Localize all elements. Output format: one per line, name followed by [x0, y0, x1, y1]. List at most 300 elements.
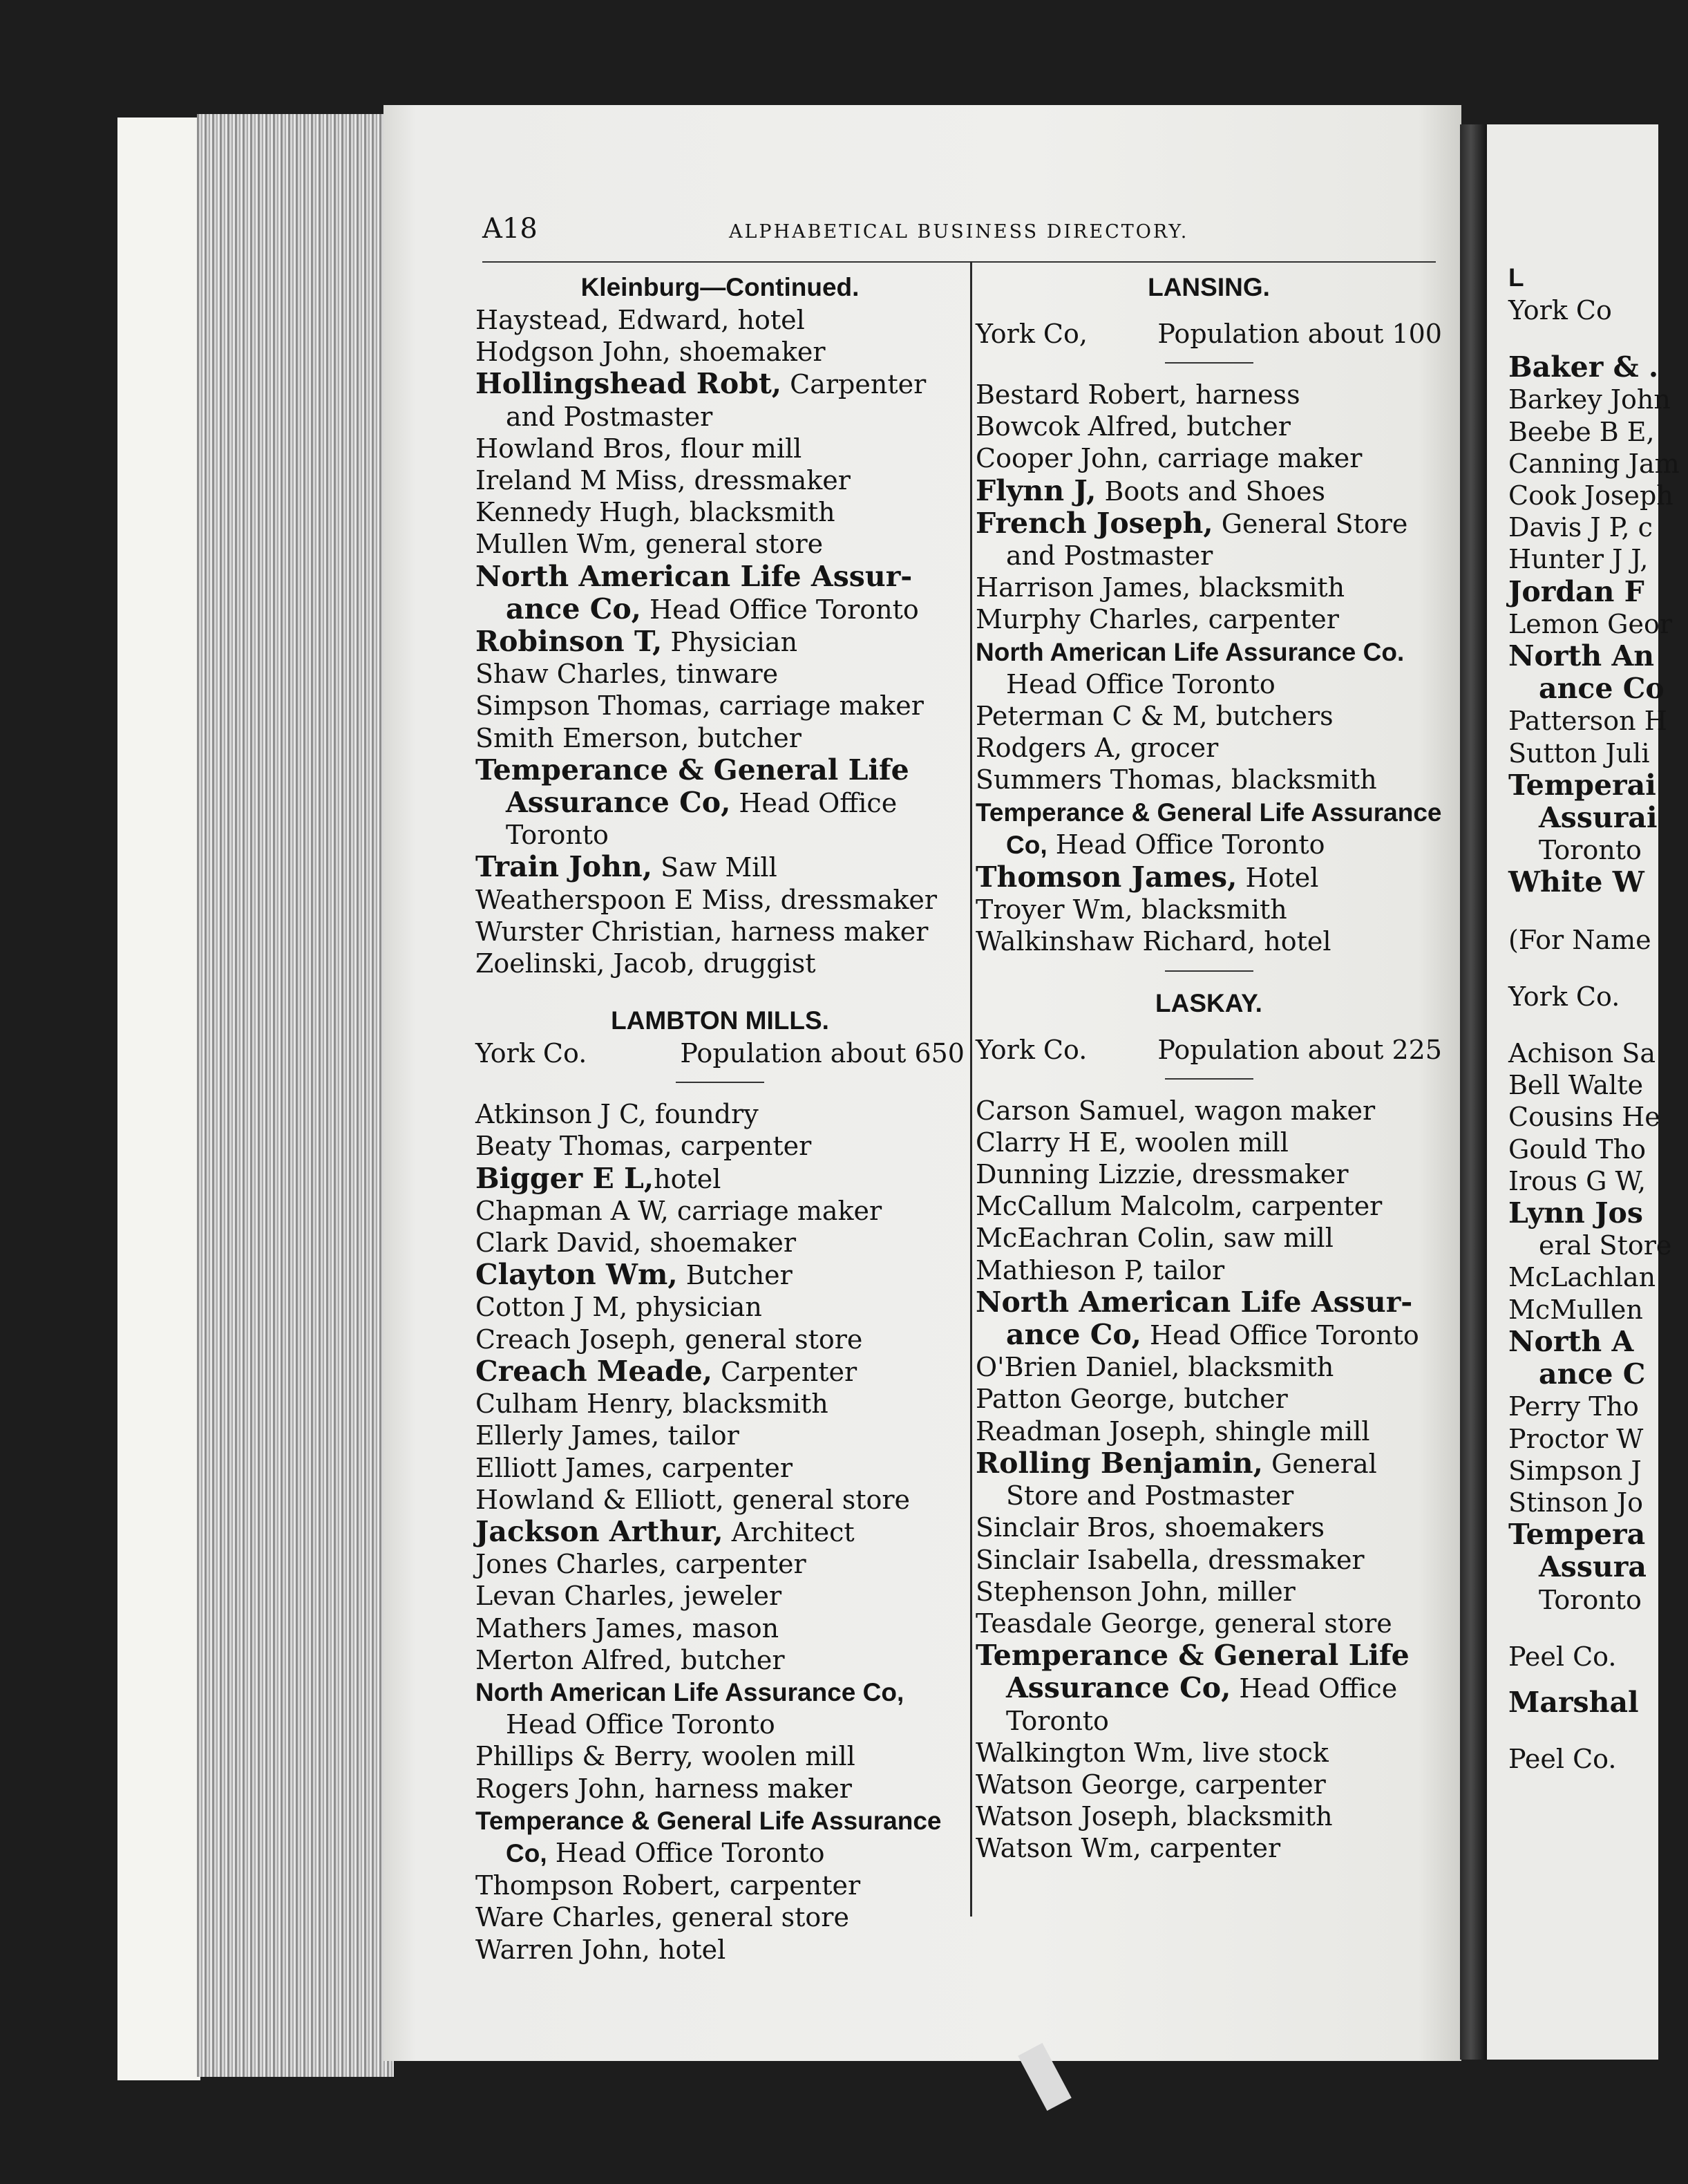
- directory-entry: [1508, 576, 1688, 608]
- entry-gothic-name: North American Life Assurance Co,: [475, 1677, 904, 1706]
- directory-entry: [475, 1837, 965, 1870]
- lansing-population: Population about 100: [1157, 319, 1442, 349]
- directory-entry: [976, 1383, 1442, 1415]
- entry-text: Head Office Toronto: [506, 1709, 775, 1740]
- directory-entry: [475, 1516, 965, 1548]
- facing-listing-1: [1508, 351, 1688, 898]
- directory-entry: [475, 496, 965, 528]
- directory-entry: [475, 1934, 965, 1966]
- entry-text: Readman Joseph, shingle mill: [976, 1415, 1370, 1447]
- directory-entry: [976, 1351, 1442, 1383]
- lansing-county: York Co,: [976, 319, 1088, 349]
- entry-bold-name: North An: [1508, 639, 1655, 673]
- entry-bold-name: Temperance & General Life: [475, 753, 909, 787]
- entry-text: Hotel: [1237, 863, 1319, 894]
- column-middle: [976, 271, 1442, 1865]
- entry-bold-name: Lynn Jos: [1508, 1196, 1643, 1230]
- directory-entry: [976, 603, 1442, 635]
- entry-text: Elliott James, carpenter: [475, 1452, 793, 1483]
- directory-entry: [976, 1769, 1442, 1800]
- directory-entry: [1508, 1069, 1688, 1101]
- directory-entry: [976, 764, 1442, 796]
- entry-bold-name: Creach Meade,: [475, 1354, 712, 1388]
- directory-entry: [976, 1190, 1442, 1222]
- entry-text: Troyer Wm, blacksmith: [976, 894, 1287, 925]
- entry-text: Toronto: [1539, 1584, 1642, 1615]
- entry-bold-name: ance Co,: [506, 592, 641, 625]
- entry-text: Carson Samuel, wagon maker: [976, 1095, 1376, 1126]
- directory-entry: [475, 851, 965, 883]
- entry-gothic-name: Co,: [506, 1838, 547, 1867]
- entry-bold-name: ance Co,: [1006, 1318, 1141, 1352]
- entry-text: Canning Jam: [1508, 448, 1680, 479]
- directory-entry: [1508, 802, 1688, 834]
- laskay-population: Population about 225: [1157, 1034, 1442, 1065]
- directory-entry: [976, 475, 1442, 507]
- book-left-edge: [117, 117, 200, 2080]
- entry-text: Howland & Elliott, general store: [475, 1484, 911, 1515]
- directory-entry: [1508, 1326, 1688, 1358]
- directory-entry: [475, 625, 965, 658]
- directory-entry: [976, 1095, 1442, 1127]
- directory-entry: [976, 1415, 1442, 1447]
- entry-text: Hodgson John, shoemaker: [475, 337, 826, 368]
- directory-entry: [976, 411, 1442, 442]
- entry-text: General: [1262, 1448, 1377, 1479]
- entry-bold-name: Bigger E L,: [475, 1161, 654, 1195]
- entry-bold-name: French Joseph,: [976, 506, 1213, 540]
- entry-text: Warren John, hotel: [475, 1934, 726, 1965]
- directory-entry: [1508, 866, 1688, 898]
- directory-entry: [1508, 737, 1688, 769]
- entry-text: Toronto: [1539, 835, 1642, 866]
- directory-entry: [1508, 448, 1688, 480]
- directory-entry: [1508, 480, 1688, 511]
- directory-entry: [976, 668, 1442, 700]
- directory-entry: [475, 884, 965, 916]
- directory-entry: [1508, 672, 1688, 705]
- directory-entry: [976, 1447, 1442, 1480]
- entry-bold-name: Rolling Benjamin,: [976, 1446, 1263, 1480]
- entry-text: Head Office: [730, 788, 898, 819]
- directory-entry: [475, 1195, 965, 1227]
- entry-text: Simpson J: [1508, 1455, 1642, 1486]
- entry-text: Sinclair Isabella, dressmaker: [976, 1544, 1365, 1575]
- entry-bold-name: White W: [1508, 865, 1644, 899]
- entry-bold-name: Flynn J,: [976, 473, 1097, 507]
- directory-entry: [976, 1158, 1442, 1190]
- directory-entry: [976, 572, 1442, 603]
- entry-text: Clark David, shoemaker: [475, 1227, 797, 1259]
- entry-text: Bowcok Alfred, butcher: [976, 411, 1291, 442]
- section-rule: [1165, 362, 1253, 364]
- entry-bold-name: North A: [1508, 1324, 1634, 1358]
- entry-text: Bestard Robert, harness: [976, 379, 1300, 410]
- directory-entry: [1508, 1037, 1688, 1069]
- facing-county-3: Peel Co.: [1508, 1641, 1617, 1672]
- entry-text: Bell Walte: [1508, 1070, 1644, 1101]
- directory-entry: [976, 442, 1442, 474]
- entry-gothic-name: Co,: [1006, 830, 1047, 859]
- entry-text: Mullen Wm, general store: [475, 529, 824, 560]
- directory-entry: [475, 819, 965, 851]
- entry-text: Cooper John, carriage maker: [976, 443, 1363, 474]
- entry-text: Howland Bros, flour mill: [475, 433, 802, 464]
- entry-text: Murphy Charles, carpenter: [976, 604, 1339, 635]
- entry-text: Watson Joseph, blacksmith: [976, 1801, 1333, 1832]
- entry-text: McCallum Malcolm, carpenter: [976, 1191, 1383, 1222]
- entry-text: Toronto: [506, 820, 609, 851]
- directory-entry: [976, 1737, 1442, 1769]
- lansing-county-line: [976, 318, 1442, 350]
- directory-entry: [1508, 384, 1688, 415]
- entry-text: eral Store: [1539, 1230, 1672, 1261]
- entry-text: Saw Mill: [652, 852, 777, 883]
- column-left: [475, 271, 965, 1966]
- directory-entry: [475, 1452, 965, 1484]
- directory-entry: [976, 540, 1442, 572]
- entry-text: Phillips & Berry, woolen mill: [475, 1741, 855, 1772]
- directory-entry: [976, 507, 1442, 540]
- directory-entry: [1508, 1261, 1688, 1293]
- entry-text: Head Office Toronto: [1006, 668, 1276, 699]
- page-stack-edge: [197, 114, 394, 2077]
- entry-text: Head Office Toronto: [1047, 829, 1325, 860]
- entry-text: Walkinshaw Richard, hotel: [976, 926, 1331, 957]
- entry-text: Boots and Shoes: [1096, 476, 1325, 507]
- facing-heading: L: [1508, 263, 1524, 292]
- directory-entry: [976, 1608, 1442, 1639]
- directory-entry: [475, 1548, 965, 1580]
- entry-text: Chapman A W, carriage maker: [475, 1195, 882, 1226]
- column-facing-page: [1508, 261, 1688, 1775]
- facing-county-2: York Co.: [1508, 981, 1620, 1012]
- directory-entry: [1508, 1230, 1688, 1261]
- entry-bold-name: Robinson T,: [475, 625, 663, 659]
- directory-entry: [1508, 640, 1688, 672]
- directory-entry: [475, 1676, 965, 1708]
- entry-text: O'Brien Daniel, blacksmith: [976, 1352, 1334, 1383]
- lambton-county: York Co.: [475, 1038, 587, 1069]
- entry-text: Simpson Thomas, carriage maker: [475, 690, 924, 722]
- entry-bold-name: Train John,: [475, 850, 652, 884]
- entry-bold-name: Baker & .: [1508, 350, 1659, 384]
- book-gutter: [1460, 124, 1488, 2060]
- entry-text: Beaty Thomas, carpenter: [475, 1131, 812, 1162]
- directory-entry: [976, 1254, 1442, 1286]
- entry-text: Smith Emerson, butcher: [475, 722, 802, 753]
- facing-county-4: Peel Co.: [1508, 1744, 1617, 1775]
- directory-entry: [475, 1484, 965, 1516]
- section-rule: [676, 1082, 764, 1083]
- entry-text: Head Office Toronto: [641, 594, 919, 625]
- directory-entry: [976, 1672, 1442, 1704]
- directory-entry: [475, 1580, 965, 1612]
- laskay-heading: LASKAY.: [1155, 988, 1262, 1017]
- directory-entry: [475, 1612, 965, 1644]
- directory-entry: [475, 1098, 965, 1130]
- entry-text: Walkington Wm, live stock: [976, 1737, 1329, 1768]
- entry-text: Atkinson J C, foundry: [475, 1099, 759, 1130]
- laskay-county: York Co.: [976, 1034, 1088, 1065]
- directory-entry: [475, 722, 965, 754]
- entry-text: Summers Thomas, blacksmith: [976, 764, 1377, 796]
- laskay-listing: [976, 1095, 1442, 1865]
- entry-text: Lemon Geor: [1508, 608, 1673, 639]
- directory-entry: [976, 1319, 1442, 1351]
- directory-entry: [1508, 1133, 1688, 1165]
- entry-text: Gould Tho: [1508, 1133, 1646, 1165]
- entry-text: Irous G W,: [1508, 1165, 1647, 1196]
- directory-entry: [475, 1130, 965, 1162]
- entry-text: Stephenson John, miller: [976, 1576, 1296, 1607]
- entry-text: Sinclair Bros, shoemakers: [976, 1512, 1325, 1543]
- entry-text: hotel: [654, 1163, 721, 1194]
- directory-entry: [475, 528, 965, 560]
- entry-text: Shaw Charles, tinware: [475, 659, 779, 690]
- directory-entry: [1508, 1584, 1688, 1616]
- entry-text: Merton Alfred, butcher: [475, 1644, 785, 1675]
- directory-entry: [976, 1286, 1442, 1319]
- entry-text: Patterson H: [1508, 706, 1667, 737]
- lansing-listing: [976, 379, 1442, 958]
- directory-entry: [1508, 416, 1688, 448]
- directory-entry: [475, 1324, 965, 1355]
- directory-entry: [475, 754, 965, 787]
- page-number: A18: [482, 213, 538, 245]
- entry-bold-name: North American Life Assur-: [475, 559, 913, 593]
- directory-entry: [976, 1800, 1442, 1832]
- entry-text: Watson Wm, carpenter: [976, 1833, 1281, 1864]
- entry-text: McMullen: [1508, 1294, 1643, 1325]
- directory-entry: [475, 1259, 965, 1291]
- entry-bold-name: ance C: [1539, 1357, 1646, 1391]
- entry-text: Davis J P, c: [1508, 512, 1653, 543]
- entry-text: Head Office Toronto: [547, 1837, 825, 1868]
- directory-entry: [475, 658, 965, 690]
- entry-text: Head Office: [1231, 1673, 1398, 1704]
- lambton-listing: [475, 1098, 965, 1965]
- directory-entry: [1508, 1487, 1688, 1518]
- directory-entry: [1508, 1294, 1688, 1326]
- directory-entry: [976, 894, 1442, 925]
- entry-text: McEachran Colin, saw mill: [976, 1223, 1334, 1254]
- entry-text: Carpenter: [781, 369, 927, 400]
- directory-entry: [475, 593, 965, 625]
- directory-entry: [475, 1291, 965, 1323]
- entry-text: Haystead, Edward, hotel: [475, 305, 805, 335]
- entry-bold-name: Jackson Arthur,: [475, 1514, 723, 1548]
- entry-bold-name: Thomson James,: [976, 860, 1237, 894]
- directory-entry: [475, 690, 965, 722]
- facing-bold-entry: Marshal: [1508, 1685, 1639, 1719]
- lansing-heading: LANSING.: [1148, 273, 1270, 301]
- directory-entry: [1508, 1197, 1688, 1230]
- directory-entry: [475, 1644, 965, 1676]
- directory-entry: [475, 1773, 965, 1805]
- entry-text: Mathieson P, tailor: [976, 1254, 1225, 1286]
- entry-text: Achison Sa: [1508, 1038, 1656, 1069]
- section-rule: [1165, 970, 1253, 972]
- directory-entry: [1508, 351, 1688, 384]
- entry-text: Stinson Jo: [1508, 1487, 1643, 1518]
- laskay-county-line: [976, 1034, 1442, 1066]
- directory-entry: [1508, 511, 1688, 543]
- directory-entry: [976, 861, 1442, 894]
- entry-text: Architect: [723, 1516, 855, 1547]
- entry-text: Creach Joseph, general store: [475, 1324, 863, 1355]
- entry-text: Rodgers A, grocer: [976, 733, 1219, 764]
- directory-entry: [475, 1708, 965, 1740]
- entry-text: Barkey John: [1508, 384, 1671, 415]
- entry-text: McLachlan: [1508, 1262, 1656, 1293]
- entry-text: Ware Charles, general store: [475, 1902, 849, 1933]
- directory-entry: [1508, 1423, 1688, 1455]
- entry-gothic-name: Temperance & General Life Assurance: [475, 1806, 942, 1835]
- directory-entry: [475, 916, 965, 948]
- directory-entry: [475, 336, 965, 368]
- directory-entry: [976, 1576, 1442, 1608]
- entry-text: Cook Joseph: [1508, 480, 1673, 511]
- column-divider: [970, 261, 972, 1917]
- directory-entry: [976, 1222, 1442, 1254]
- facing-note: (For Name: [1508, 924, 1651, 955]
- entry-bold-name: Assurance Co,: [506, 786, 731, 820]
- entry-gothic-name: North American Life Assurance Co.: [976, 637, 1405, 666]
- entry-bold-name: Clayton Wm,: [475, 1258, 678, 1292]
- directory-entry: [1508, 1165, 1688, 1197]
- directory-entry: [976, 1127, 1442, 1158]
- entry-bold-name: Assura: [1539, 1550, 1647, 1584]
- directory-entry: [475, 464, 965, 496]
- directory-entry: [1508, 705, 1688, 737]
- entry-text: Proctor W: [1508, 1423, 1644, 1454]
- directory-entry: [475, 1162, 965, 1195]
- directory-entry: [475, 1355, 965, 1388]
- directory-entry: [1508, 1455, 1688, 1487]
- entry-text: Hunter J J,: [1508, 544, 1649, 575]
- entry-text: Watson George, carpenter: [976, 1769, 1326, 1800]
- running-title: ALPHABETICAL BUSINESS DIRECTORY.: [729, 221, 1189, 243]
- directory-entry: [1508, 608, 1688, 640]
- directory-entry: [1508, 769, 1688, 802]
- directory-entry: [475, 1805, 965, 1837]
- header-rule: [482, 261, 1436, 263]
- directory-entry: [976, 829, 1442, 861]
- entry-text: Rogers John, harness maker: [475, 1773, 852, 1804]
- directory-entry: [475, 1227, 965, 1259]
- entry-text: and Postmaster: [1006, 540, 1213, 572]
- directory-entry: [976, 700, 1442, 732]
- entry-text: Dunning Lizzie, dressmaker: [976, 1159, 1349, 1190]
- entry-bold-name: Jordan F: [1508, 574, 1644, 608]
- directory-entry: [475, 561, 965, 593]
- directory-entry: [976, 1544, 1442, 1576]
- directory-entry: [976, 636, 1442, 668]
- entry-text: Butcher: [677, 1260, 793, 1291]
- entry-text: Beebe B E,: [1508, 416, 1655, 447]
- directory-entry: [475, 401, 965, 433]
- entry-text: Mathers James, mason: [475, 1612, 779, 1644]
- entry-text: Levan Charles, jeweler: [475, 1581, 782, 1612]
- entry-bold-name: Tempera: [1508, 1518, 1646, 1552]
- entry-text: Cousins He: [1508, 1102, 1660, 1133]
- entry-text: Kennedy Hugh, blacksmith: [475, 497, 835, 528]
- directory-entry: [976, 1512, 1442, 1543]
- entry-text: Store and Postmaster: [1006, 1480, 1294, 1512]
- directory-entry: [1508, 1551, 1688, 1583]
- entry-text: Culham Henry, blacksmith: [475, 1388, 828, 1420]
- entry-bold-name: Temperance & General Life: [976, 1639, 1410, 1673]
- entry-text: Jones Charles, carpenter: [475, 1549, 806, 1580]
- entry-bold-name: Hollingshead Robt,: [475, 367, 782, 401]
- directory-entry: [1508, 834, 1688, 866]
- lambton-county-line: [475, 1037, 965, 1069]
- directory-entry: [475, 433, 965, 464]
- entry-bold-name: Assurai: [1539, 801, 1658, 835]
- facing-listing-2: [1508, 1037, 1688, 1616]
- directory-entry: [976, 1480, 1442, 1512]
- directory-entry: [976, 925, 1442, 957]
- entry-text: Ireland M Miss, dressmaker: [475, 465, 851, 496]
- entry-bold-name: Assurance Co,: [1006, 1671, 1231, 1705]
- directory-entry: [475, 368, 965, 400]
- directory-entry: [1508, 1518, 1688, 1551]
- directory-entry: [976, 1832, 1442, 1864]
- directory-entry: [475, 1870, 965, 1901]
- directory-entry: [976, 1639, 1442, 1672]
- directory-entry: [475, 787, 965, 819]
- directory-entry: [1508, 1101, 1688, 1133]
- entry-text: Teasdale George, general store: [976, 1608, 1392, 1639]
- directory-entry: [1508, 1391, 1688, 1422]
- entry-text: Perry Tho: [1508, 1391, 1639, 1422]
- entry-bold-name: ance Co: [1539, 672, 1665, 706]
- section-rule: [1165, 1078, 1253, 1080]
- entry-text: Clarry H E, woolen mill: [976, 1127, 1289, 1158]
- entry-text: Physician: [662, 627, 798, 658]
- kleinburg-listing: [475, 304, 965, 979]
- entry-text: Thompson Robert, carpenter: [475, 1870, 861, 1901]
- entry-text: Wurster Christian, harness maker: [475, 916, 929, 947]
- directory-entry: [976, 379, 1442, 411]
- entry-text: Sutton Juli: [1508, 737, 1650, 769]
- directory-entry: [475, 1388, 965, 1420]
- facing-county-1: York Co: [1508, 295, 1612, 326]
- entry-text: and Postmaster: [506, 401, 713, 432]
- entry-text: Peterman C & M, butchers: [976, 701, 1334, 732]
- entry-gothic-name: Temperance & General Life Assurance: [976, 798, 1442, 827]
- lambton-mills-heading: LAMBTON MILLS.: [611, 1006, 829, 1035]
- entry-text: Ellerly James, tailor: [475, 1420, 739, 1451]
- kleinburg-continued-heading: Kleinburg—Continued.: [580, 273, 860, 301]
- entry-text: General Store: [1213, 508, 1408, 539]
- directory-entry: [976, 796, 1442, 829]
- directory-entry: [1508, 543, 1688, 575]
- entry-text: Head Office Toronto: [1141, 1320, 1419, 1351]
- directory-entry: [976, 1705, 1442, 1737]
- entry-bold-name: Temperai: [1508, 768, 1656, 802]
- lambton-population: Population about 650: [680, 1038, 965, 1069]
- directory-entry: [1508, 1358, 1688, 1391]
- directory-entry: [475, 948, 965, 979]
- directory-entry: [475, 1740, 965, 1772]
- directory-entry: [475, 1901, 965, 1933]
- entry-text: Cotton J M, physician: [475, 1292, 762, 1323]
- entry-text: Toronto: [1006, 1705, 1109, 1736]
- entry-text: Patton George, butcher: [976, 1384, 1288, 1415]
- directory-entry: [475, 304, 965, 336]
